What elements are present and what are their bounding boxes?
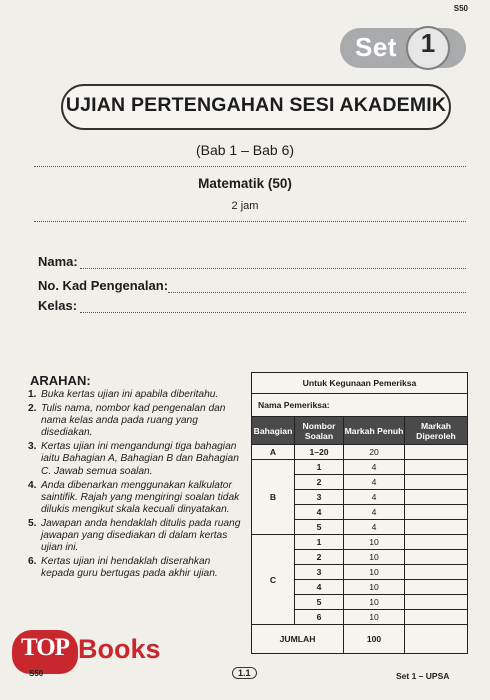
section-label: A (252, 445, 295, 460)
topbooks-logo-top: TOP (21, 634, 69, 661)
full-marks: 10 (344, 535, 405, 550)
examiner-name-field[interactable]: Nama Pemeriksa: (252, 394, 468, 417)
table-row (252, 445, 468, 460)
marks-obtained-cell[interactable] (405, 610, 468, 625)
full-marks: 4 (344, 475, 405, 490)
column-header: Bahagian (252, 417, 295, 445)
question-number: 5 (295, 595, 344, 610)
table-row (252, 460, 468, 475)
full-marks: 10 (344, 550, 405, 565)
total-row (252, 625, 468, 654)
divider (34, 221, 466, 222)
section-label: C (252, 535, 295, 625)
total-label: JUMLAH (252, 625, 344, 654)
page-code-bottom: S50 (29, 669, 44, 678)
instruction-item: 4. Anda dibenarkan menggunakan kalkulator saintifik. Rajah yang mengiringi soalan tidak dilukis mengikut skala kecuali dinyatakan. (28, 479, 240, 515)
set-badge-label: Set (355, 32, 397, 62)
question-number: 1–20 (295, 445, 344, 460)
question-number: 1 (295, 460, 344, 475)
instruction-item: 2. Tulis nama, nombor kad pengenalan dan nama kelas anda pada ruang yang disediakan. (28, 403, 226, 439)
subject: Matematik (50) (198, 176, 292, 191)
class-label: Kelas: (38, 298, 78, 313)
name-label: Nama: (38, 254, 78, 269)
question-number: 5 (295, 520, 344, 535)
ic-field[interactable] (168, 292, 466, 293)
question-number: 1 (295, 535, 344, 550)
marks-obtained-cell[interactable] (405, 580, 468, 595)
page-number: 1.1 (232, 667, 257, 679)
duration: 2 jam (231, 200, 259, 212)
column-header: Markah Diperoleh (405, 417, 468, 445)
marks-obtained-cell[interactable] (405, 505, 468, 520)
full-marks: 20 (344, 445, 405, 460)
question-number: 4 (295, 580, 344, 595)
full-marks: 10 (344, 580, 405, 595)
chapter-range: (Bab 1 – Bab 6) (195, 142, 295, 158)
full-marks: 10 (344, 610, 405, 625)
topbooks-logo-books: Books (78, 634, 161, 664)
page-code-top: S50 (453, 4, 468, 13)
full-marks: 10 (344, 565, 405, 580)
instructions-list (28, 389, 246, 582)
marks-obtained-cell[interactable] (405, 445, 468, 460)
question-number: 6 (295, 610, 344, 625)
column-header: Markah Penuh (344, 417, 405, 445)
full-marks: 4 (344, 490, 405, 505)
marks-obtained-cell[interactable] (405, 490, 468, 505)
ic-label: No. Kad Pengenalan: (38, 278, 169, 293)
page-title: UJIAN PERTENGAHAN SESI AKADEMIK (65, 94, 447, 116)
full-marks: 4 (344, 460, 405, 475)
marks-obtained-cell[interactable] (405, 550, 468, 565)
total-obtained-cell[interactable] (405, 625, 468, 654)
footer-label: Set 1 – UPSA (396, 671, 450, 681)
instruction-item: 1. Buka kertas ujian ini apabila diberitahu. (28, 389, 219, 400)
full-marks: 4 (344, 520, 405, 535)
question-number: 3 (295, 565, 344, 580)
question-number: 3 (295, 490, 344, 505)
table-row (252, 535, 468, 550)
marks-obtained-cell[interactable] (405, 520, 468, 535)
instruction-item: 6. Kertas ujian ini hendaklah diserahkan kepada guru bertugas pada akhir ujian. (28, 556, 218, 580)
marks-obtained-cell[interactable] (405, 475, 468, 490)
set-badge-number: 1 (420, 28, 436, 58)
instruction-item: 3. Kertas ujian ini mengandungi tiga bahagian iaitu Bahagian A, Bahagian B dan Bahagian C. Jawab semua soalan. (28, 441, 239, 477)
instructions-title: ARAHAN: (30, 373, 91, 388)
divider (34, 166, 466, 167)
question-number: 2 (295, 550, 344, 565)
marks-obtained-cell[interactable] (405, 565, 468, 580)
examiner-table-header: Untuk Kegunaan Pemeriksa (252, 373, 468, 394)
total-marks: 100 (344, 625, 405, 654)
marks-obtained-cell[interactable] (405, 595, 468, 610)
full-marks: 10 (344, 595, 405, 610)
examiner-table (251, 372, 468, 654)
class-field[interactable] (80, 312, 466, 313)
full-marks: 4 (344, 505, 405, 520)
column-header: Nombor Soalan (295, 417, 344, 445)
instruction-item: 5. Jawapan anda hendaklah ditulis pada ruang jawapan yang disediakan di dalam kertas ujian ini. (28, 517, 241, 554)
name-field[interactable] (80, 268, 466, 269)
question-number: 4 (295, 505, 344, 520)
marks-obtained-cell[interactable] (405, 535, 468, 550)
section-label: B (252, 460, 295, 535)
marks-obtained-cell[interactable] (405, 460, 468, 475)
question-number: 2 (295, 475, 344, 490)
